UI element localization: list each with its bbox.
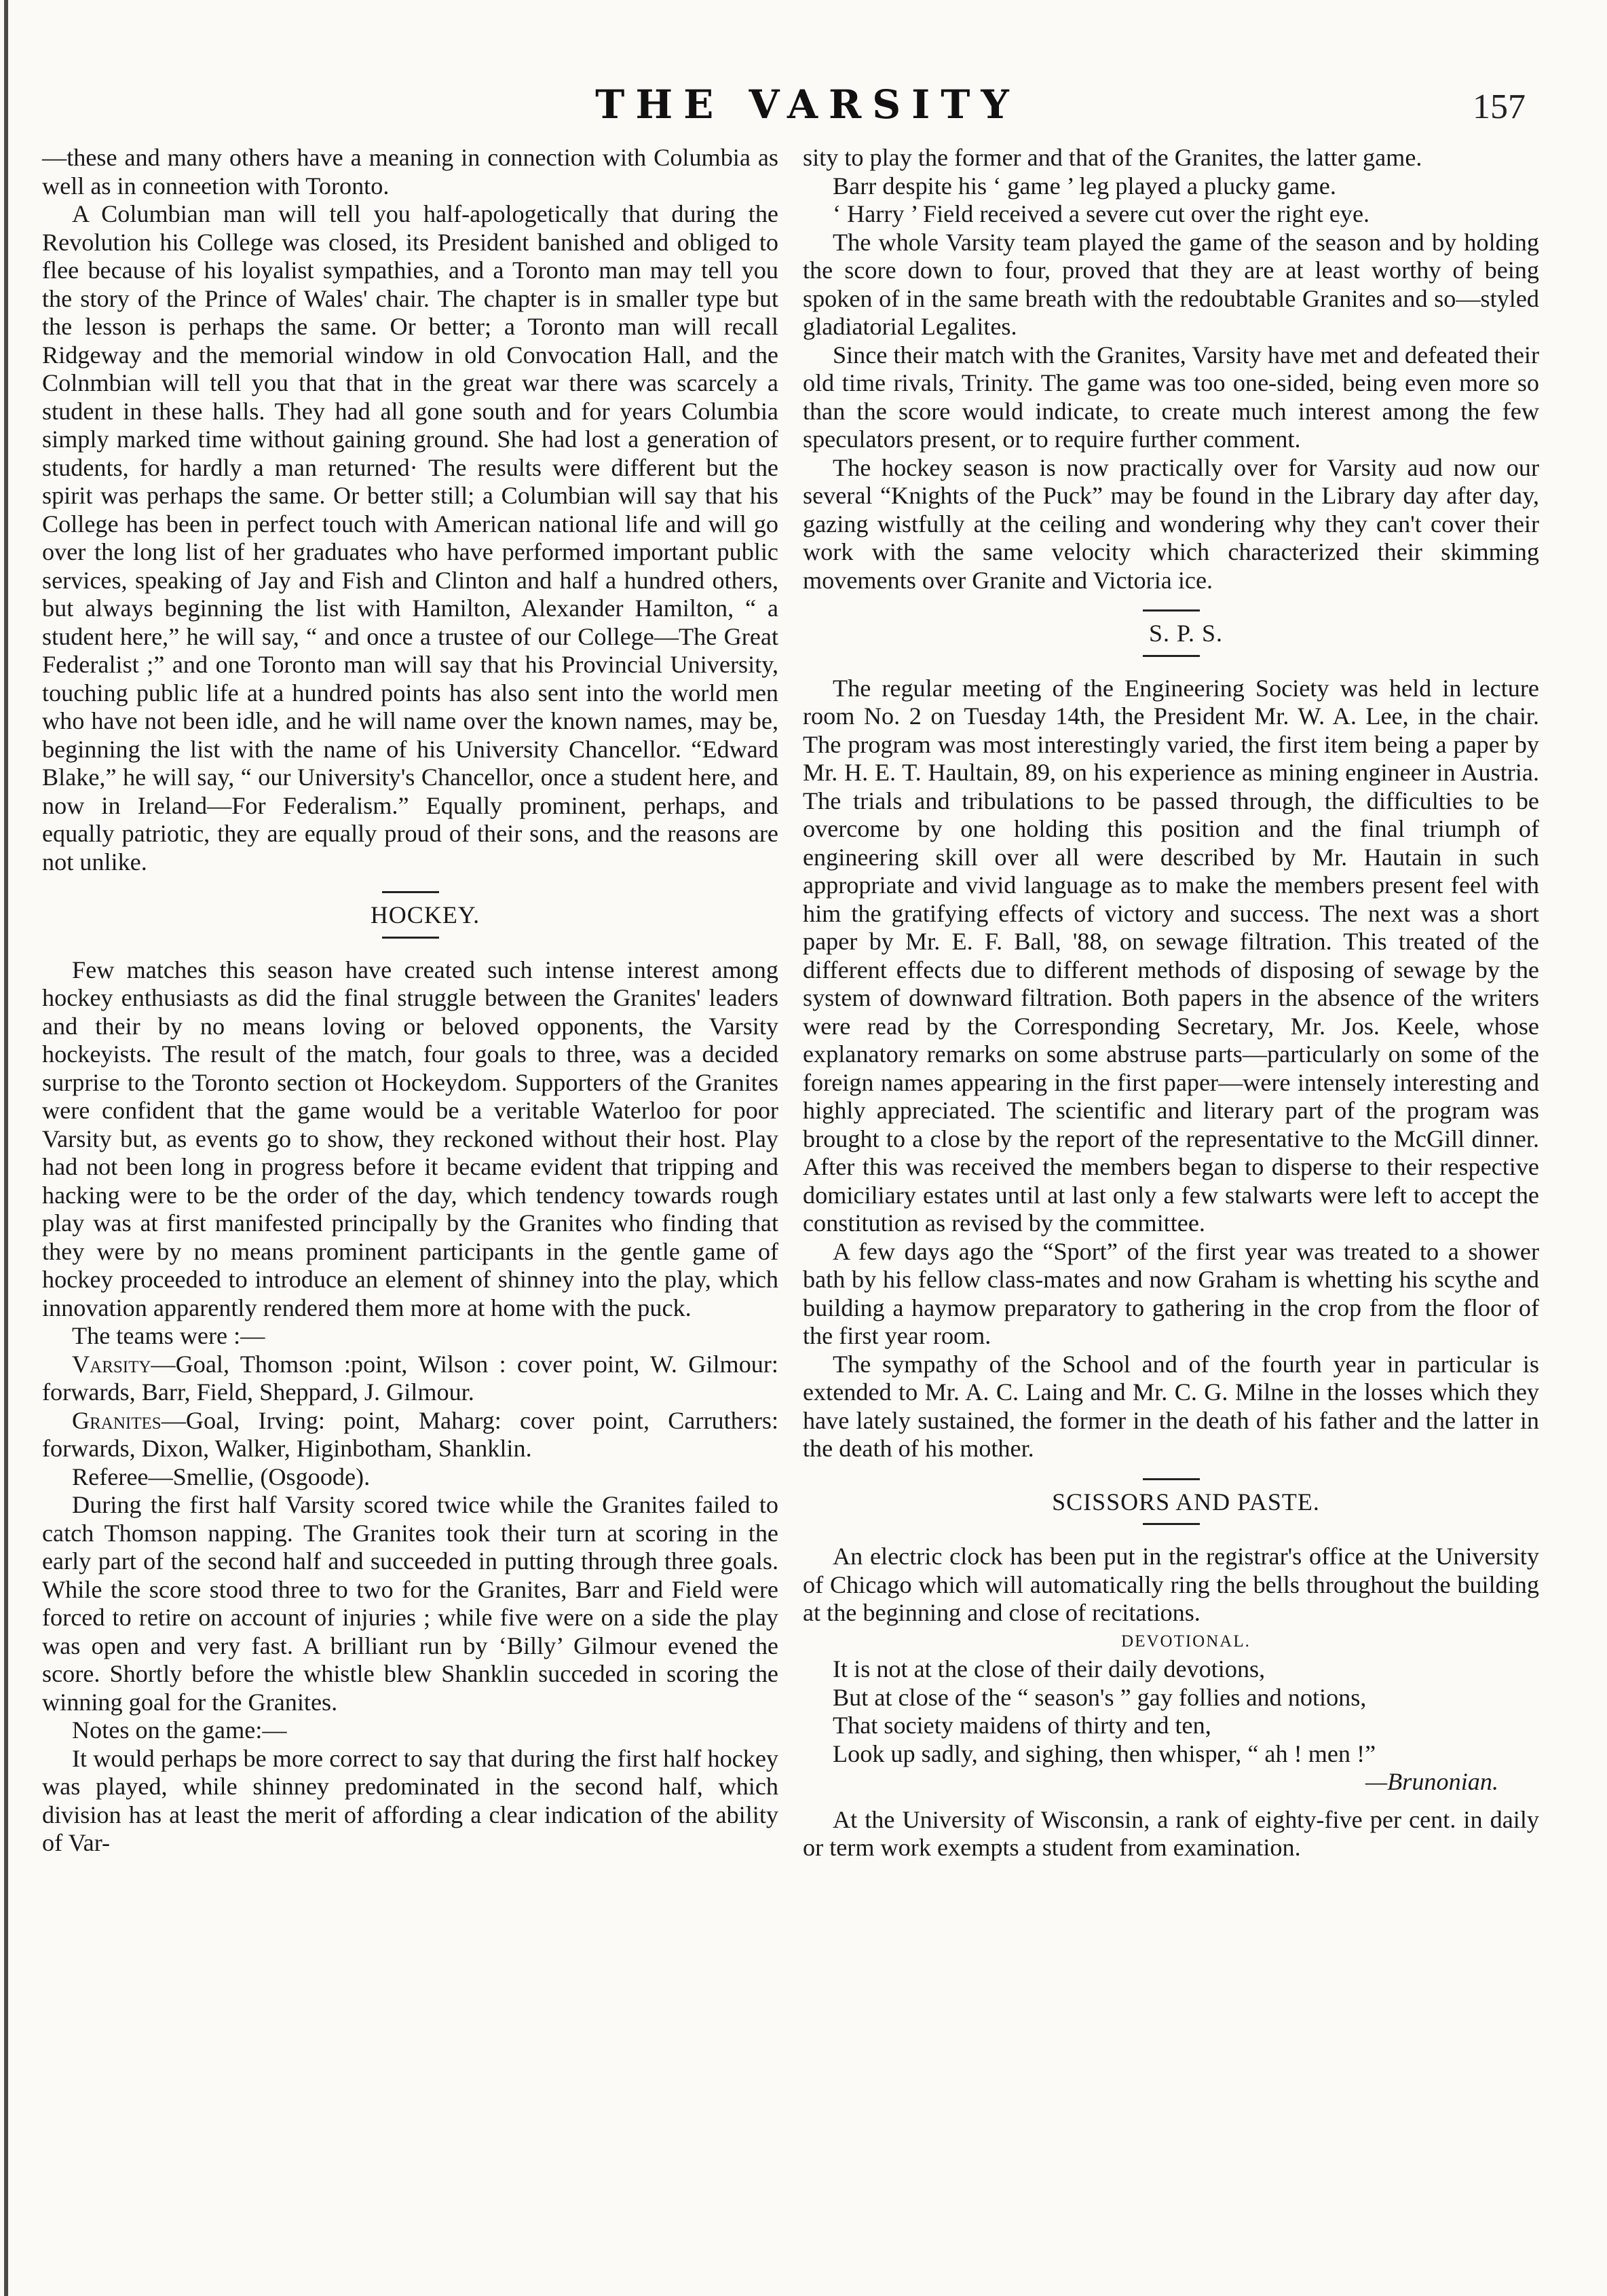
right-column — [803, 144, 1539, 1862]
paragraph: Few matches this season have created such intense interest among hockey enthusiasts as did the final struggle between the Granites' leaders and their by no means loving or beloved opponents, the Varsity hockeyists. The result of the match, four goals to three, was a decided surprise to the Toronto section ot Hockeydom. Supporters of the Granites were confident that the game would be a veritable Waterloo for poor Varsity but, as events go to show, they reckoned without their host. Play had not been long in progress before it became evident that tripping and hacking were to be the order of the day, which tendency towards rough play was at first manifested principally by the Granites who finding that they were by no means prominent participants in the gentle game of hockey proceeded to introduce an element of shinney into the play, which innovation apparently rendered them more at home with the puck. — [42, 956, 778, 1321]
left-column — [42, 144, 778, 1858]
paragraph: At the University of Wisconsin, a rank of eighty-five per cent. in daily or term work exempts a student from examination. — [803, 1805, 1539, 1861]
paragraph: It would perhaps be more correct to say that during the first half hockey was played, while shinney predominated in the second half, which division has at least the merit of affording a clear indication of the ability of Var- — [42, 1744, 778, 1856]
team-lineup: —Goal, Irving: point, Maharg: cover point, Carruthers: forwards, Dixon, Walker, Higinbotham, Shanklin. — [42, 1406, 778, 1462]
paragraph: Barr despite his ‘ game ’ leg played a plucky game. — [833, 172, 1336, 200]
paragraph: The hockey season is now practically over for Varsity aud now our several “Knights of the Puck” may be found in the Library day after day, gazing wistfully at the ceiling and wondering why they can't cover their work with the same velocity which characterized their skimming movements over Granite and Victoria ice. — [803, 453, 1539, 594]
granites-lineup — [42, 1407, 778, 1463]
section-heading-scissors: SCISSORS AND PASTE. — [1052, 1488, 1320, 1516]
section-heading-sps: S. P. S. — [1148, 620, 1224, 647]
binding-edge — [4, 0, 8, 2296]
section-divider — [382, 937, 439, 939]
paragraph: ‘ Harry ’ Field received a severe cut over the right eye. — [833, 200, 1370, 227]
section-divider — [1143, 1478, 1200, 1480]
section-divider — [1143, 1523, 1200, 1525]
poem-attribution: —Brunonian. — [1365, 1768, 1498, 1795]
referee-line: Referee—Smellie, (Osgoode). — [72, 1463, 371, 1490]
teams-intro: The teams were :— — [72, 1322, 265, 1349]
masthead-title: THE VARSITY — [595, 81, 1020, 128]
paragraph: During the first half Varsity scored twice while the Granites failed to catch Thomson napping. The Granites took their turn at scoring in the early part of the second half and succeeded in putting through three goals. While the score stood three to two for the Granites, Barr and Field were forced to retire on account of injuries ; while five were on a side the play was open and very fast. A brilliant run by ‘Billy’ Gilmour evened the score. Shortly before the whistle blew Shanklin succeded in scoring the winning goal for the Granites. — [42, 1491, 778, 1716]
paragraph: The whole Varsity team played the game of the season and by holding the score down to four, proved that they are at least worthy of being spoken of in the same breath with the redoubtable Granites and so—styled gladiatorial Legalites. — [803, 228, 1539, 340]
poem — [803, 1655, 1539, 1768]
poem-line: Look up sadly, and sighing, then whisper, “ ah ! men !” — [833, 1739, 1376, 1767]
section-divider — [1143, 609, 1200, 611]
poem-line: But at close of the “ season's ” gay follies and notions, — [833, 1683, 1367, 1711]
paragraph: The sympathy of the School and of the fourth year in particular is extended to Mr. A. C. Laing and Mr. C. G. Milne in the losses which they have lately sustained, the former in the death of his father and the latter in the death of his mother. — [803, 1350, 1539, 1462]
section-heading-hockey: HOCKEY. — [370, 901, 480, 928]
paragraph: A few days ago the “Sport” of the first year was treated to a shower bath by his fellow class-mates and now Graham is whetting his scythe and building a haymow preparatory to gathering in the crop from the floor of the first year room. — [803, 1237, 1539, 1349]
paragraph: Since their match with the Granites, Varsity have met and defeated their old time rivals, Trinity. The game was too one-sided, being even more so than the score would indicate, to create much interest among the few speculators present, or to require further comment. — [803, 341, 1539, 453]
page-number: 157 — [1473, 88, 1526, 126]
paragraph: sity to play the former and that of the Granites, the latter game. — [803, 144, 1422, 171]
team-lineup: —Goal, Thomson :point, Wilson : cover point, W. Gilmour: forwards, Barr, Field, Sheppard, J. Gilmour. — [42, 1350, 778, 1406]
paragraph: The regular meeting of the Engineering Society was held in lecture room No. 2 on Tuesday 14th, the President Mr. W. A. Lee, in the chair. The program was most interestingly varied, the first item being a paper by Mr. H. E. T. Haultain, 89, on his experience as mining engineer in Austria. The trials and tribulations to be passed through, the difficulties to be overcome by one holding this position and the final triumph of engineering skill over all were described by Mr. Hautain in such appropriate and vivid language as to make the members present feel with him the gratifying effects of victory and success. The next was a short paper by Mr. E. F. Ball, '88, on sewage filtration. This treated of the different effects due to different methods of disposing of sewage by the system of downward filtration. Both papers in the absence of the writers were read by the Corresponding Secretary, Mr. Jos. Keele, whose explanatory remarks on some abstruse parts—particularly on some of the foreign names appearing in the first paper—were intensely interesting and highly appreciated. The scientific and literary part of the program was brought to a close by the report of the representative to the McGill dinner. After this was received the members began to disperse to their respective domiciliary estates until at last only a few stalwarts were left to accept the constitution as revised by the committee. — [803, 674, 1539, 1237]
paragraph: —these and many others have a meaning in connection with Columbia as well as in conneetion with Toronto. — [42, 144, 778, 200]
section-divider — [1143, 655, 1200, 657]
team-label: Varsity — [72, 1350, 151, 1378]
poem-line: That society maidens of thirty and ten, — [833, 1712, 1211, 1739]
poem-title: DEVOTIONAL. — [1121, 1632, 1251, 1651]
notes-intro: Notes on the game:— — [72, 1716, 287, 1744]
paragraph: An electric clock has been put in the registrar's office at the University of Chicago which will automatically ring the bells throughout the building at the beginning and close of recitations. — [803, 1543, 1539, 1626]
poem-line: It is not at the close of their daily devotions, — [833, 1655, 1266, 1682]
varsity-lineup — [42, 1351, 778, 1407]
team-label: Granites — [72, 1406, 162, 1434]
paragraph: A Columbian man will tell you half-apologetically that during the Revolution his College was closed, its President banished and obliged to flee because of his loyalist sympathies, and a Toronto man may tell you the story of the Prince of Wales' chair. The chapter is in smaller type but the lesson is perhaps the same. Or better; a Toronto man will recall Ridgeway and the memorial window in old Convocation Hall, and the Colnmbian will tell you that that in the great war there was scarcely a student in these halls. They had all gone south and for years Columbia simply marked time without gaining ground. She had lost a generation of students, for hardly a man returned· The results were different but the spirit was perhaps the same. Or better still; a Columbian will say that his College has been in perfect touch with American national life and will go over the long list of her graduates who have performed important public services, speaking of Jay and Fish and Clinton and half a hundred others, but always beginning the list with Hamilton, Alexander Hamilton, “ a student here,” he will say, “ and once a trustee of our College—The Great Federalist ;” and one Toronto man will say that his Provincial University, touching public life at a hundred points has also sent into the world men who have not been idle, and he will name over the known names, may be, beginning the list with the name of his University Chancellor. “Edward Blake,” he will say, “ our University's Chancellor, once a student here, and now in Ireland—For Federalism.” Equally prominent, perhaps, and equally patriotic, they are equally proud of their sons, and the reasons are not unlike. — [42, 200, 778, 876]
section-divider — [382, 891, 439, 893]
